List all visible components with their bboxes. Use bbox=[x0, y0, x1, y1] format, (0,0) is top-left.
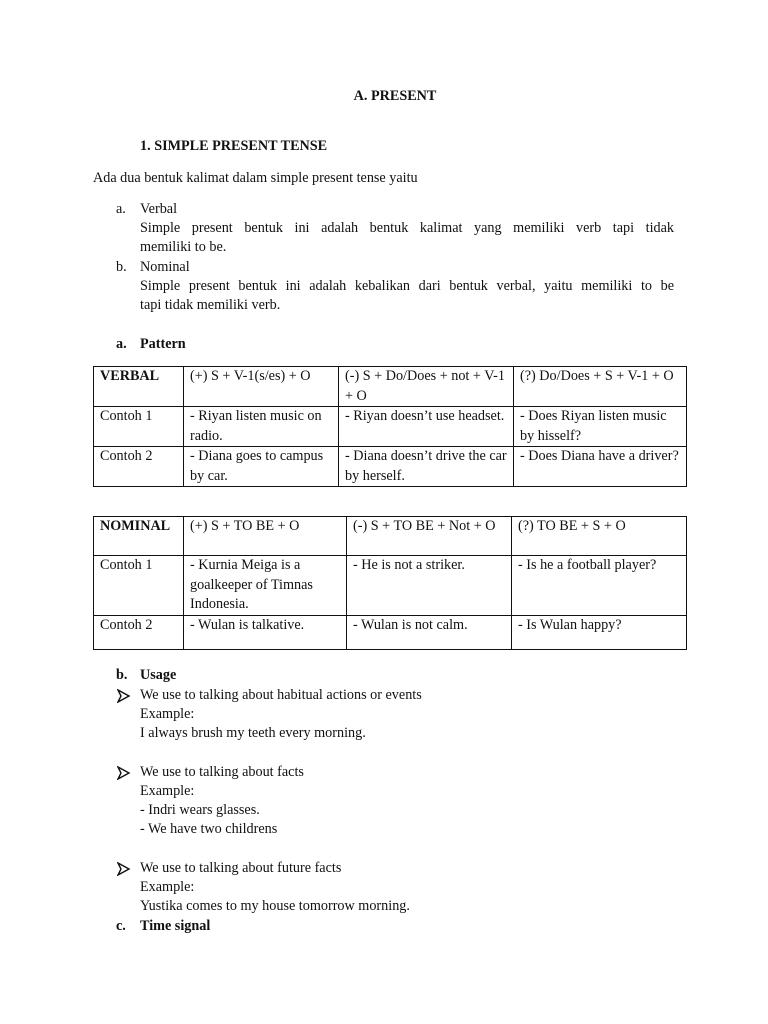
table-cell: - Riyan listen music on radio. bbox=[184, 407, 339, 447]
table-cell: NOMINAL bbox=[94, 517, 184, 556]
form-desc-nominal-line2: tapi tidak memiliki verb. bbox=[140, 297, 281, 313]
table-cell: - Wulan is talkative. bbox=[184, 615, 347, 649]
table-cell: - Riyan doesn’t use headset. bbox=[339, 407, 514, 447]
table-cell: Contoh 1 bbox=[94, 556, 184, 616]
table-cell: - Wulan is not calm. bbox=[347, 615, 512, 649]
table-row bbox=[94, 447, 687, 487]
usage-item-text: We use to talking about future facts bbox=[140, 860, 342, 876]
table-cell: - Diana doesn’t drive the car by herself. bbox=[339, 447, 514, 487]
verbal-pattern-table bbox=[93, 366, 687, 487]
table-row bbox=[94, 367, 687, 407]
arrow-bullet-icon bbox=[117, 862, 131, 876]
table-cell: - He is not a striker. bbox=[347, 556, 512, 616]
usage-example: Yustika comes to my house tomorrow morning. bbox=[140, 898, 410, 914]
usage-item-text: We use to talking about habitual actions or events bbox=[140, 687, 422, 703]
table-cell: (?) Do/Does + S + V-1 + O bbox=[514, 367, 687, 407]
table-cell: - Is Wulan happy? bbox=[512, 615, 687, 649]
nominal-pattern-table bbox=[93, 516, 687, 650]
usage-example: - Indri wears glasses. bbox=[140, 802, 260, 818]
table-row bbox=[94, 615, 687, 649]
table-cell: Contoh 2 bbox=[94, 615, 184, 649]
table-cell: - Does Riyan listen music by hisself? bbox=[514, 407, 687, 447]
form-marker-b: b. bbox=[116, 259, 127, 275]
usage-marker: b. bbox=[116, 667, 128, 683]
usage-example-label: Example: bbox=[140, 706, 195, 722]
table-cell: - Is he a football player? bbox=[512, 556, 687, 616]
table-cell: - Does Diana have a driver? bbox=[514, 447, 687, 487]
table-cell: - Kurnia Meiga is a goalkeeper of Timnas Indonesia. bbox=[184, 556, 347, 616]
form-desc-nominal-line1: Simple present bentuk ini adalah kebalikan dari bentuk verbal, yaitu memiliki to be bbox=[140, 278, 674, 294]
table-row bbox=[94, 517, 687, 556]
table-cell: VERBAL bbox=[94, 367, 184, 407]
time-signal-marker: c. bbox=[116, 918, 126, 934]
pattern-title: Pattern bbox=[140, 336, 186, 352]
table-cell: (+) S + V-1(s/es) + O bbox=[184, 367, 339, 407]
form-desc-verbal-line2: memiliki to be. bbox=[140, 239, 227, 255]
form-title-nominal: Nominal bbox=[140, 259, 190, 275]
form-marker-a: a. bbox=[116, 201, 126, 217]
usage-example: I always brush my teeth every morning. bbox=[140, 725, 366, 741]
pattern-marker: a. bbox=[116, 336, 127, 352]
table-cell: (-) S + Do/Does + not + V-1 + O bbox=[339, 367, 514, 407]
intro-paragraph: Ada dua bentuk kalimat dalam simple present tense yaitu bbox=[93, 170, 418, 186]
arrow-bullet-icon bbox=[117, 766, 131, 780]
table-cell: (+) S + TO BE + O bbox=[184, 517, 347, 556]
arrow-bullet-icon bbox=[117, 689, 131, 703]
subsection-heading: 1. SIMPLE PRESENT TENSE bbox=[140, 138, 328, 154]
section-heading: A. PRESENT bbox=[353, 88, 437, 104]
usage-title: Usage bbox=[140, 667, 177, 683]
table-cell: Contoh 2 bbox=[94, 447, 184, 487]
table-cell: - Diana goes to campus by car. bbox=[184, 447, 339, 487]
table-cell: Contoh 1 bbox=[94, 407, 184, 447]
usage-item-text: We use to talking about facts bbox=[140, 764, 304, 780]
table-row bbox=[94, 556, 687, 616]
form-desc-verbal-line1: Simple present bentuk ini adalah bentuk kalimat yang memiliki verb tapi tidak bbox=[140, 220, 674, 236]
usage-example-label: Example: bbox=[140, 879, 195, 895]
table-row bbox=[94, 407, 687, 447]
time-signal-title: Time signal bbox=[140, 918, 211, 934]
table-cell: (-) S + TO BE + Not + O bbox=[347, 517, 512, 556]
form-title-verbal: Verbal bbox=[140, 201, 178, 217]
usage-example-label: Example: bbox=[140, 783, 195, 799]
table-cell: (?) TO BE + S + O bbox=[512, 517, 687, 556]
usage-example: - We have two childrens bbox=[140, 821, 278, 837]
